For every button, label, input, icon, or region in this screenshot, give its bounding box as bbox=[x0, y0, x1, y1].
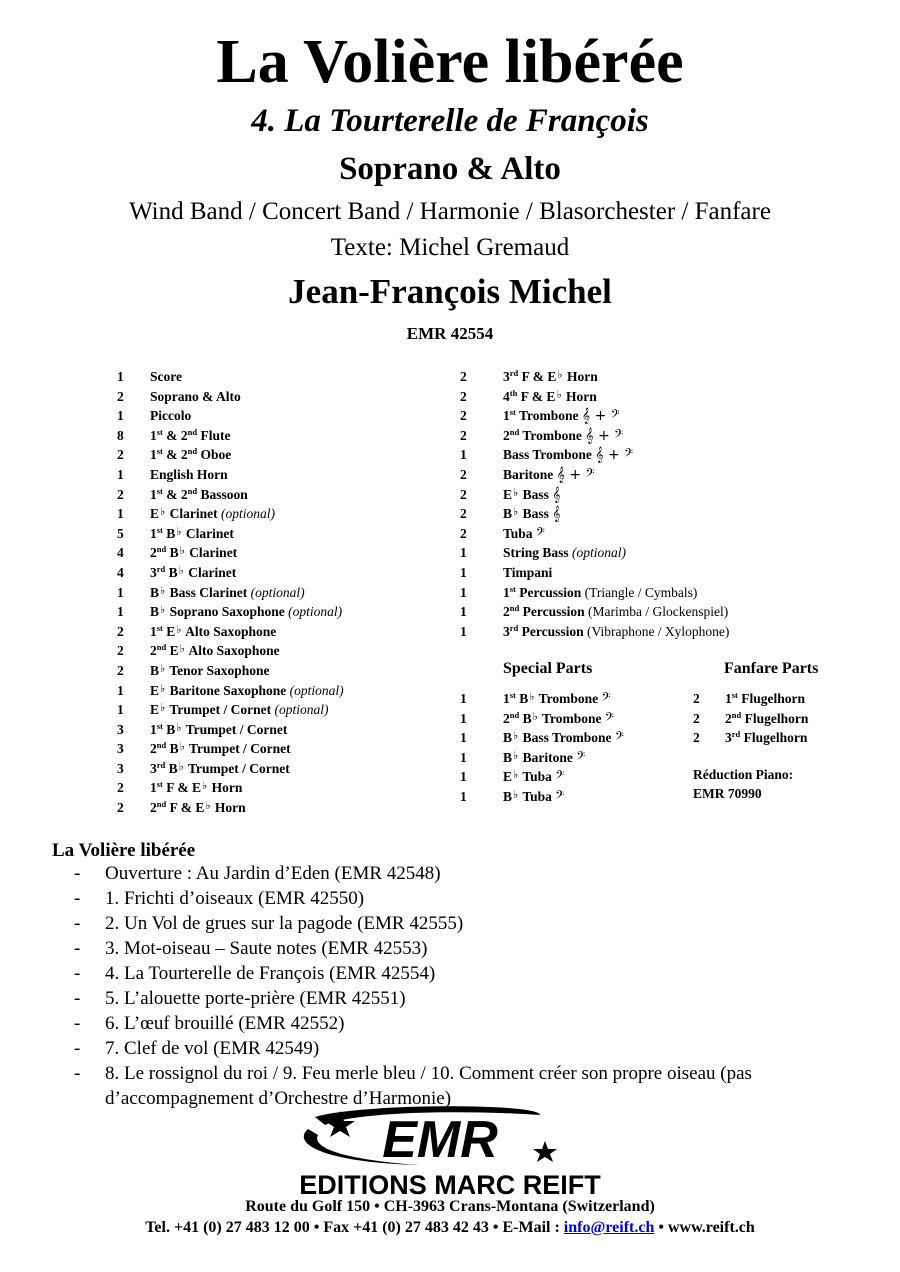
optional-note: (optional) bbox=[288, 604, 343, 620]
list-dash: - bbox=[74, 988, 81, 1009]
part-name: 2nd F & E♭ Horn bbox=[150, 799, 246, 816]
part-name: 3rd B♭ Clarinet bbox=[150, 563, 237, 580]
part-row bbox=[117, 524, 457, 544]
part-row bbox=[460, 602, 790, 622]
part-name: 1st B♭ Trombone 𝄢 bbox=[503, 690, 611, 707]
part-row bbox=[117, 387, 457, 407]
clef-icon: 𝄞 + 𝄢 bbox=[581, 408, 620, 425]
series-item-text: 6. L’œuf brouillé (EMR 42552) bbox=[105, 1013, 345, 1034]
clef-icon: 𝄢 bbox=[555, 769, 565, 786]
part-name: String Bass (optional) bbox=[503, 545, 627, 561]
special-part-row bbox=[460, 728, 700, 748]
part-row bbox=[460, 445, 790, 465]
part-row bbox=[117, 563, 457, 583]
part-name: E♭ Clarinet (optional) bbox=[150, 506, 275, 522]
special-parts-heading: Special Parts bbox=[503, 660, 593, 677]
part-quantity: 4 bbox=[117, 545, 124, 561]
part-quantity: 1 bbox=[460, 691, 467, 706]
voices-label: Soprano & Alto bbox=[339, 151, 561, 187]
parts-list-left bbox=[117, 367, 457, 818]
part-quantity: 3 bbox=[117, 721, 124, 737]
page-title: La Volière libérée bbox=[216, 28, 684, 96]
part-row bbox=[460, 543, 790, 563]
part-quantity: 2 bbox=[460, 408, 467, 424]
part-name: 1st & 2nd Flute bbox=[150, 426, 231, 443]
part-row bbox=[117, 778, 457, 798]
part-name: Piccolo bbox=[150, 408, 192, 424]
optional-note: (optional) bbox=[572, 545, 627, 561]
part-name: 3rd Flugelhorn bbox=[725, 729, 808, 746]
part-name: 1st B♭ Clarinet bbox=[150, 524, 234, 541]
part-name: B♭ Soprano Saxophone (optional) bbox=[150, 604, 343, 620]
part-row bbox=[117, 543, 457, 563]
contact-phone-fax: Tel. +41 (0) 27 483 12 00 • Fax +41 (0) 27 483 42 43 • E-Mail : bbox=[145, 1219, 564, 1236]
part-row bbox=[117, 445, 457, 465]
part-quantity: 1 bbox=[460, 584, 467, 600]
part-name: B♭ Bass 𝄞 bbox=[503, 506, 561, 523]
clef-icon: 𝄞 bbox=[552, 506, 561, 523]
special-parts-list bbox=[460, 689, 700, 807]
part-quantity: 2 bbox=[117, 780, 124, 796]
part-row bbox=[117, 661, 457, 681]
clef-icon: 𝄞 + 𝄢 bbox=[585, 427, 624, 444]
part-name: 3rd B♭ Trumpet / Cornet bbox=[150, 759, 290, 776]
part-name: Soprano & Alto bbox=[150, 388, 241, 404]
part-name: B♭ Tuba 𝄢 bbox=[503, 788, 565, 805]
part-name: 2nd Trombone 𝄞 + 𝄢 bbox=[503, 426, 624, 444]
part-quantity: 3 bbox=[117, 760, 124, 776]
part-quantity: 2 bbox=[693, 691, 700, 706]
special-part-row bbox=[460, 709, 700, 729]
fanfare-parts-list bbox=[693, 689, 873, 748]
clef-icon: 𝄢 bbox=[614, 730, 624, 747]
part-row bbox=[117, 367, 457, 387]
part-quantity: 2 bbox=[693, 730, 700, 746]
catalog-number: EMR 42554 bbox=[406, 324, 494, 343]
list-dash: - bbox=[74, 938, 81, 959]
part-name: Bass Trombone 𝄞 + 𝄢 bbox=[503, 447, 634, 464]
part-name: English Horn bbox=[150, 466, 228, 482]
series-item-text: 8. Le rossignol du roi / 9. Feu merle bleu / 10. Comment créer son propre oiseau (pas d’accompagnement d’Orchestre d’Harmonie) bbox=[105, 1063, 752, 1109]
part-name: Tuba 𝄢 bbox=[503, 525, 545, 542]
part-row bbox=[460, 426, 790, 446]
email-link[interactable]: info@reift.ch bbox=[563, 1219, 655, 1236]
part-row bbox=[460, 367, 790, 387]
part-quantity: 2 bbox=[460, 388, 467, 404]
list-dash: - bbox=[74, 863, 81, 884]
part-name: B♭ Baritone 𝄢 bbox=[503, 749, 586, 766]
part-row bbox=[117, 465, 457, 485]
part-quantity: 8 bbox=[117, 427, 124, 443]
clef-icon: 𝄞 + 𝄢 bbox=[556, 466, 595, 483]
list-dash: - bbox=[74, 1013, 81, 1034]
part-name: E♭ Trumpet / Cornet (optional) bbox=[150, 702, 329, 718]
part-quantity: 2 bbox=[117, 623, 124, 639]
piano-reduction-code: EMR 70990 bbox=[693, 786, 762, 801]
part-name: Baritone 𝄞 + 𝄢 bbox=[503, 466, 595, 483]
part-name: 2nd Percussion (Marimba / Glockenspiel) bbox=[503, 603, 729, 620]
part-row bbox=[460, 524, 790, 544]
series-item-text: 2. Un Vol de grues sur la pagode (EMR 42555) bbox=[105, 913, 464, 934]
series-item-text: 1. Frichti d’oiseaux (EMR 42550) bbox=[105, 888, 365, 909]
part-name: 1st & 2nd Bassoon bbox=[150, 485, 248, 502]
part-quantity: 1 bbox=[117, 408, 124, 424]
percussion-detail: (Vibraphone / Xylophone) bbox=[587, 623, 730, 639]
part-quantity: 1 bbox=[460, 564, 467, 580]
optional-note: (optional) bbox=[289, 682, 344, 698]
part-row bbox=[460, 406, 790, 426]
part-row bbox=[460, 465, 790, 485]
part-row bbox=[117, 700, 457, 720]
series-title: La Volière libérée bbox=[52, 840, 196, 861]
part-name: 3rd F & E♭ Horn bbox=[503, 368, 598, 384]
fanfare-parts-heading: Fanfare Parts bbox=[724, 660, 819, 677]
part-quantity: 2 bbox=[460, 506, 467, 522]
part-row bbox=[460, 583, 790, 603]
part-quantity: 1 bbox=[460, 769, 467, 785]
part-quantity: 1 bbox=[117, 604, 124, 620]
part-row bbox=[117, 759, 457, 779]
part-quantity: 2 bbox=[117, 800, 124, 816]
part-name: E♭ Bass 𝄞 bbox=[503, 486, 561, 503]
part-name: 1st F & E♭ Horn bbox=[150, 779, 243, 796]
part-name: E♭ Tuba 𝄢 bbox=[503, 769, 565, 786]
part-row bbox=[117, 602, 457, 622]
part-quantity: 1 bbox=[117, 682, 124, 698]
part-name: 1st Flugelhorn bbox=[725, 690, 806, 706]
part-row bbox=[117, 739, 457, 759]
part-quantity: 1 bbox=[117, 369, 124, 384]
part-name: 2nd B♭ Trombone 𝄢 bbox=[503, 709, 614, 727]
part-quantity: 1 bbox=[460, 545, 467, 561]
percussion-detail: (Marimba / Glockenspiel) bbox=[587, 604, 729, 620]
list-dash: - bbox=[74, 888, 81, 909]
clef-icon: 𝄢 bbox=[601, 691, 611, 707]
part-quantity: 1 bbox=[460, 447, 467, 463]
part-name: 2nd Flugelhorn bbox=[725, 709, 809, 726]
part-row bbox=[117, 406, 457, 426]
part-quantity: 1 bbox=[117, 702, 124, 718]
part-row bbox=[460, 485, 790, 505]
part-quantity: 3 bbox=[117, 741, 124, 757]
emr-logo bbox=[240, 1105, 660, 1197]
clef-icon: 𝄢 bbox=[576, 749, 586, 766]
optional-note: (optional) bbox=[220, 506, 275, 522]
part-name: B♭ Bass Trombone 𝄢 bbox=[503, 730, 624, 747]
clef-icon: 𝄢 bbox=[604, 710, 614, 727]
part-name: 3rd Percussion (Vibraphone / Xylophone) bbox=[503, 622, 730, 639]
part-name: 1st & 2nd Oboe bbox=[150, 446, 232, 463]
part-quantity: 2 bbox=[460, 525, 467, 541]
part-quantity: 1 bbox=[460, 788, 467, 804]
part-row bbox=[117, 504, 457, 524]
part-quantity: 4 bbox=[117, 564, 124, 580]
part-row bbox=[117, 485, 457, 505]
series-item-text: 4. La Tourterelle de François (EMR 42554) bbox=[105, 963, 436, 984]
list-dash: - bbox=[74, 963, 81, 984]
special-part-row bbox=[460, 787, 700, 807]
part-name: B♭ Tenor Saxophone bbox=[150, 662, 270, 678]
fanfare-part-row bbox=[693, 689, 873, 709]
special-part-row bbox=[460, 767, 700, 787]
part-quantity: 1 bbox=[117, 584, 124, 600]
part-quantity: 1 bbox=[460, 710, 467, 726]
publisher-address: Route du Golf 150 • CH-3963 Crans-Montana (Switzerland) bbox=[245, 1198, 655, 1215]
part-quantity: 1 bbox=[460, 749, 467, 765]
part-quantity: 1 bbox=[460, 730, 467, 746]
part-quantity: 5 bbox=[117, 525, 124, 541]
list-dash: - bbox=[74, 913, 81, 934]
part-row bbox=[460, 387, 790, 407]
part-row bbox=[117, 622, 457, 642]
part-quantity: 2 bbox=[117, 662, 124, 678]
part-name: B♭ Bass Clarinet (optional) bbox=[150, 584, 305, 600]
piece-subtitle: 4. La Tourterelle de François bbox=[251, 103, 649, 139]
part-row bbox=[460, 504, 790, 524]
series-item-text: 7. Clef de vol (EMR 42549) bbox=[105, 1038, 320, 1059]
piano-reduction-label: Réduction Piano: bbox=[693, 767, 794, 782]
clef-icon: 𝄞 bbox=[552, 486, 561, 503]
part-row bbox=[117, 798, 457, 818]
part-quantity: 1 bbox=[117, 466, 124, 482]
special-part-row bbox=[460, 748, 700, 768]
part-name: Score bbox=[150, 369, 182, 384]
publisher-name: EDITIONS MARC REIFT bbox=[299, 1170, 601, 1197]
series-item-text: 3. Mot-oiseau – Saute notes (EMR 42553) bbox=[105, 938, 428, 959]
part-quantity: 2 bbox=[117, 447, 124, 463]
optional-note: (optional) bbox=[274, 702, 329, 718]
fanfare-part-row bbox=[693, 709, 873, 729]
part-name: 2nd B♭ Clarinet bbox=[150, 544, 238, 561]
part-row bbox=[117, 681, 457, 701]
part-row bbox=[460, 622, 790, 642]
composer-name: Jean-François Michel bbox=[288, 272, 612, 311]
ensemble-label: Wind Band / Concert Band / Harmonie / Blasorchester / Fanfare bbox=[129, 198, 771, 225]
special-part-row bbox=[460, 689, 700, 709]
part-quantity: 2 bbox=[460, 369, 467, 384]
publisher-contact bbox=[0, 1218, 900, 1238]
part-row bbox=[117, 720, 457, 740]
optional-note: (optional) bbox=[250, 584, 305, 600]
part-quantity: 1 bbox=[460, 604, 467, 620]
series-item-text: Ouverture : Au Jardin d’Eden (EMR 42548) bbox=[105, 863, 441, 884]
part-name: 2nd E♭ Alto Saxophone bbox=[150, 642, 280, 659]
logo-mark: EMR bbox=[382, 1111, 498, 1169]
part-quantity: 2 bbox=[117, 643, 124, 659]
part-row bbox=[117, 641, 457, 661]
part-name: 2nd B♭ Trumpet / Cornet bbox=[150, 740, 291, 757]
list-dash: - bbox=[74, 1063, 81, 1084]
part-quantity: 2 bbox=[460, 427, 467, 443]
part-row bbox=[117, 583, 457, 603]
part-quantity: 2 bbox=[693, 710, 700, 726]
part-quantity: 2 bbox=[117, 486, 124, 502]
clef-icon: 𝄢 bbox=[535, 525, 545, 542]
fanfare-part-row bbox=[693, 728, 873, 748]
parts-list-right bbox=[460, 367, 790, 641]
part-quantity: 2 bbox=[460, 466, 467, 482]
series-item-text: 5. L’alouette porte-prière (EMR 42551) bbox=[105, 988, 406, 1009]
clef-icon: 𝄢 bbox=[555, 788, 565, 805]
lyrics-credit: Texte: Michel Gremaud bbox=[330, 234, 570, 261]
contact-website: • www.reift.ch bbox=[654, 1219, 755, 1236]
part-name: 1st E♭ Alto Saxophone bbox=[150, 622, 277, 639]
part-quantity: 1 bbox=[460, 623, 467, 639]
part-name: 1st Percussion (Triangle / Cymbals) bbox=[503, 583, 698, 600]
logo-star-right bbox=[533, 1141, 557, 1162]
part-quantity: 1 bbox=[117, 506, 124, 522]
part-name: E♭ Baritone Saxophone (optional) bbox=[150, 682, 344, 698]
part-name: Timpani bbox=[503, 564, 553, 580]
part-name: 1st Trombone 𝄞 + 𝄢 bbox=[503, 407, 620, 425]
part-row bbox=[117, 426, 457, 446]
part-row bbox=[460, 563, 790, 583]
percussion-detail: (Triangle / Cymbals) bbox=[584, 584, 698, 600]
part-quantity: 2 bbox=[117, 388, 124, 404]
clef-icon: 𝄞 + 𝄢 bbox=[595, 447, 634, 464]
list-dash: - bbox=[74, 1038, 81, 1059]
part-name: 4th F & E♭ Horn bbox=[503, 387, 597, 404]
part-name: 1st B♭ Trumpet / Cornet bbox=[150, 720, 288, 737]
part-quantity: 2 bbox=[460, 486, 467, 502]
